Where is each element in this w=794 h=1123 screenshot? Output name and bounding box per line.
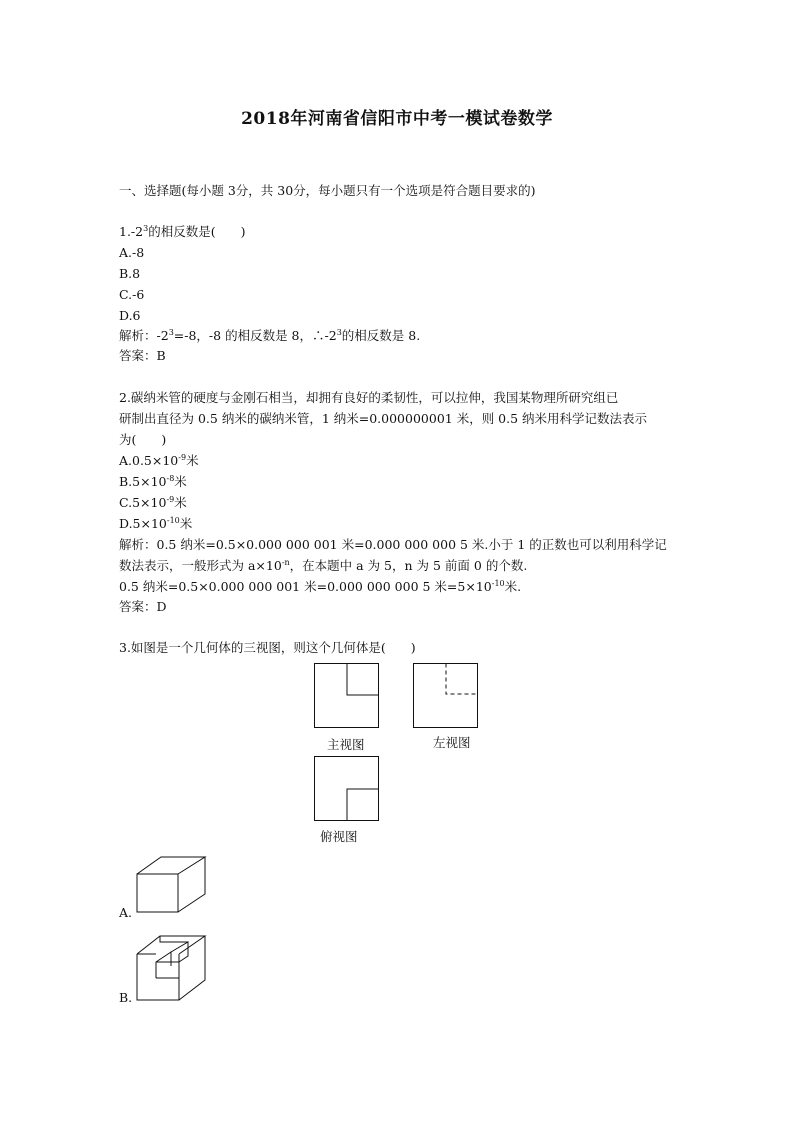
q1-analysis: 解析：$-2^3=-8$，-8 的相反数是 8，$\therefore-2^3$的相反数是 8. [119,327,421,343]
q1-option-a: A.-8 [119,245,145,260]
q2-option-a: $A.0.5\times 10^{-9}$米 [119,452,199,468]
option-b-notched-cube-figure [136,934,208,1002]
q3-option-b-label: B. [119,990,133,1005]
page-title: 2018年河南省信阳市中考一模试卷数学 [241,109,553,129]
q2-stem-line-1: 2.碳纳米管的硬度与金刚石相当，却拥有良好的柔韧性，可以拉伸，我国某物理所研究组已 [119,390,619,405]
left-view-caption: 左视图 [433,735,471,750]
q2-stem-line-3: 为( ) [119,432,167,447]
q2-stem-line-2: 研制出直径为 0.5 纳米的碳纳米管，1 纳米=0.000000001 米，则 0.5 纳米用科学记数法表示 [119,411,648,426]
front-view-caption: 主视图 [327,737,365,752]
q3-stem: 3.如图是一个几何体的三视图，则这个几何体是( ) [119,640,416,655]
q2-option-c: $C.5\times 10^{-9}$米 [119,494,187,510]
top-view-figure [314,756,380,822]
q2-analysis-line-1: 解析：0.5 纳米=0.5×0.000 000 001 米=0.000 000 000 5 米.小于 1 的正数也可以利用科学记 [119,537,667,552]
option-a-cube-figure [136,856,208,914]
q2-answer: 答案：D [119,599,167,614]
q2-option-d: $D.5\times 10^{-10}$米 [119,515,193,531]
left-view-figure [413,663,479,729]
q3-option-a-label: A. [119,905,133,920]
q2-analysis-line-3: 0.5 纳米=0.5×0.000 000 001 米=0.000 000 000 5 米$=5\times 10^{-10}$米. [119,578,522,594]
q1-option-c: C.-6 [119,287,145,302]
top-view-caption: 俯视图 [320,829,358,844]
section-header: 一、选择题(每小题 3分，共 30分，每小题只有一个选项是符合题目要求的) [119,183,536,198]
q1-stem: $1.-2^3$的相反数是( ) [119,223,246,239]
q2-option-b: $B.5\times 10^{-8}$米 [119,473,187,489]
q1-answer: 答案：B [119,348,166,363]
q1-option-b: B.8 [119,266,141,281]
q2-analysis-line-2: 数法表示，一般形式为 $a\times 10^{-n}$，在本题中 a 为 5，n 为 5 前面 0 的个数. [119,557,528,573]
q1-option-d: D.6 [119,308,141,323]
front-view-figure [314,663,380,729]
